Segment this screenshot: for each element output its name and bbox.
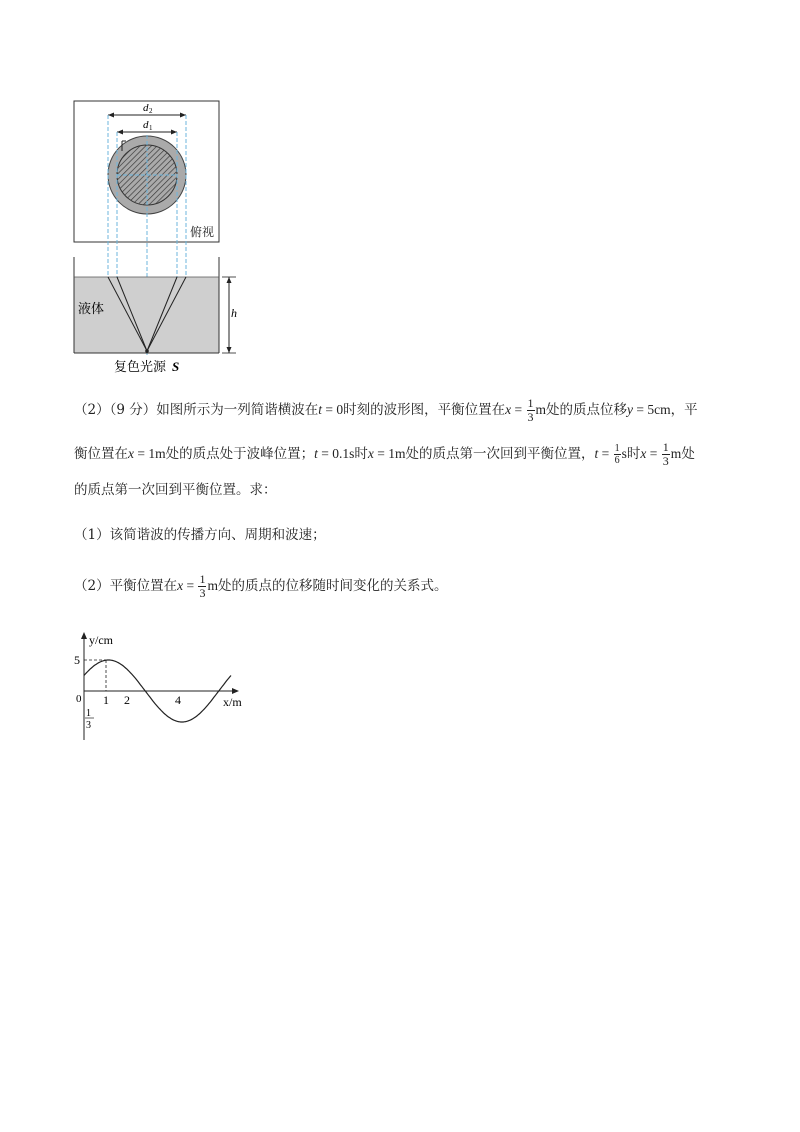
problem-line-1: （2）（9 分）如图所示为一列简谐横波在t = 0时刻的波形图，平衡位置在x = $\frac{1}{3}$ m处的质点位移y = 5cm，平	[74, 396, 698, 424]
tick-third-den: 3	[86, 720, 91, 731]
y-axis-label: y/cm	[89, 633, 113, 647]
d1-label: d	[143, 119, 149, 131]
fraction-one-third: $\frac{1}{3}$	[527, 396, 534, 424]
x-axis-label: x/m	[223, 695, 242, 709]
question-1: （1）该简谐波的传播方向、周期和波速；	[74, 527, 326, 543]
fraction-one-sixth: $\frac{1}{6}$	[614, 443, 620, 466]
problem-line-2: 衡位置在x = 1m处的质点处于波峰位置；t = 0.1s时x = 1m处的质点第一次回到平衡位置，t = $\frac{1}{6}$ s时x = $\frac{1}{3}$ m处	[74, 440, 695, 468]
tick-0: 0	[76, 693, 82, 705]
svg-text:1: 1	[149, 124, 153, 132]
top-view-label: 俯视	[190, 225, 215, 239]
source-label-s: S	[172, 359, 180, 374]
source-label: 复色光源	[114, 360, 167, 375]
svg-text:2: 2	[149, 107, 153, 115]
problem-line-3: 的质点第一次回到平衡位置。求：	[74, 482, 277, 498]
wave-graph	[72, 628, 272, 746]
d2-label: d	[143, 102, 149, 114]
liquid-label: 液体	[78, 302, 105, 317]
question-2: （2）平衡位置在x = $\frac{1}{3}$ m处的质点的位移随时间变化的关系式。	[74, 572, 448, 600]
tick-5: 5	[74, 653, 80, 667]
tick-4: 4	[175, 693, 181, 707]
optics-figure	[66, 95, 246, 380]
h-label: h	[231, 306, 237, 320]
tick-third-num: 1	[86, 708, 91, 719]
fraction-one-third: $\frac{1}{3}$	[199, 572, 206, 600]
tick-1: 1	[103, 693, 109, 707]
tick-2: 2	[124, 693, 130, 707]
fraction-one-third: $\frac{1}{3}$	[662, 440, 669, 468]
light-source-dot	[145, 349, 149, 353]
